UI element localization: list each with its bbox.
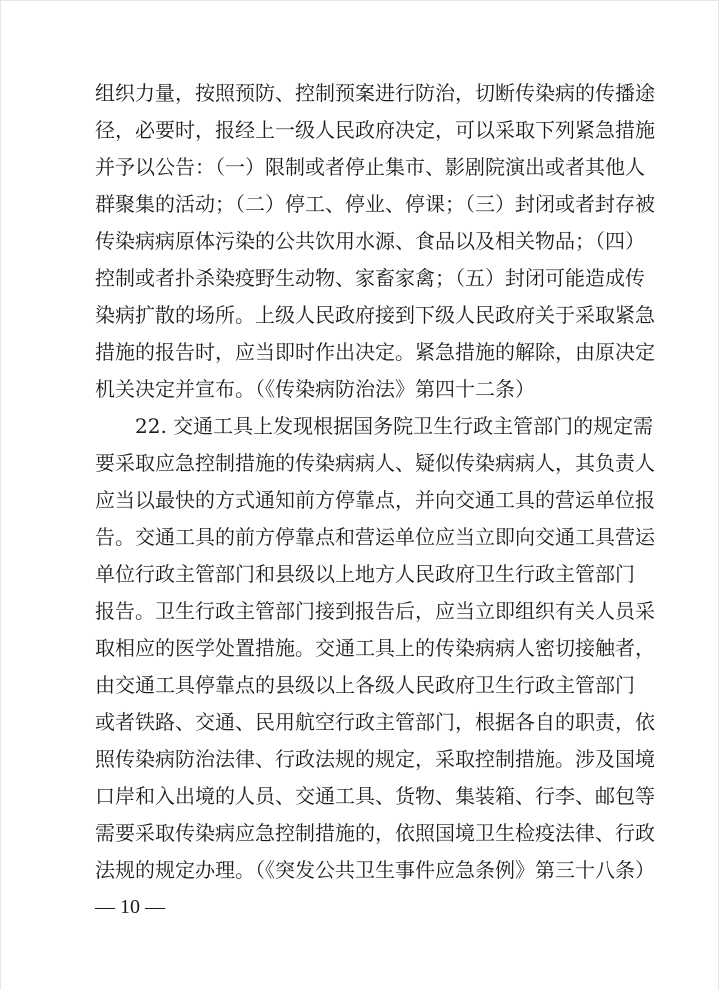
body-text-line: 机关决定并宣布。（《传染病防治法》第四十二条）: [95, 377, 535, 401]
body-text-line: 控制或者扑杀染疫野生动物、家畜家禽；（五）封闭可能造成传: [95, 266, 645, 290]
body-text-line: 口岸和入出境的人员、交通工具、货物、集装箱、行李、邮包等: [95, 784, 655, 808]
body-text-line: 照传染病防治法律、行政法规的规定，采取控制措施。涉及国境: [95, 747, 655, 771]
page-number: — 10 —: [95, 896, 165, 918]
paragraph-start-line: 22. 交通工具上发现根据国务院卫生行政主管部门的规定需: [95, 414, 654, 438]
body-text-line: 告。交通工具的前方停靠点和营运单位应当立即向交通工具营运: [95, 525, 655, 549]
body-text-line: 需要采取传染病应急控制措施的，依照国境卫生检疫法律、行政: [95, 821, 655, 845]
body-text-line: 法规的规定办理。（《突发公共卫生事件应急条例》第三十八条）: [95, 858, 655, 882]
body-text-line: 由交通工具停靠点的县级以上各级人民政府卫生行政主管部门: [95, 673, 635, 697]
body-text-line: 染病扩散的场所。上级人民政府接到下级人民政府关于采取紧急: [95, 303, 655, 327]
body-text-line: 取相应的医学处置措施。交通工具上的传染病病人密切接触者，: [95, 636, 655, 660]
body-text-line: 单位行政主管部门和县级以上地方人民政府卫生行政主管部门: [95, 562, 635, 586]
body-text-line: 并予以公告：（一）限制或者停止集市、影剧院演出或者其他人: [95, 155, 645, 179]
body-text-line: 组织力量，按照预防、控制预案进行防治，切断传染病的传播途: [95, 81, 655, 105]
body-text-line: 报告。卫生行政主管部门接到报告后，应当立即组织有关人员采: [95, 599, 655, 623]
body-text-line: 措施的报告时，应当即时作出决定。紧急措施的解除，由原决定: [95, 340, 655, 364]
body-text-line: 或者铁路、交通、民用航空行政主管部门，根据各自的职责，依: [95, 710, 655, 734]
body-text-line: 要采取应急控制措施的传染病病人、疑似传染病病人，其负责人: [95, 451, 655, 475]
body-text-line: 传染病病原体污染的公共饮用水源、食品以及相关物品；（四）: [95, 229, 645, 253]
body-text-line: 群聚集的活动；（二）停工、停业、停课；（三）封闭或者封存被: [95, 192, 655, 216]
body-text-line: 应当以最快的方式通知前方停靠点，并向交通工具的营运单位报: [95, 488, 655, 512]
body-text-line: 径，必要时，报经上一级人民政府决定，可以采取下列紧急措施: [95, 118, 655, 142]
